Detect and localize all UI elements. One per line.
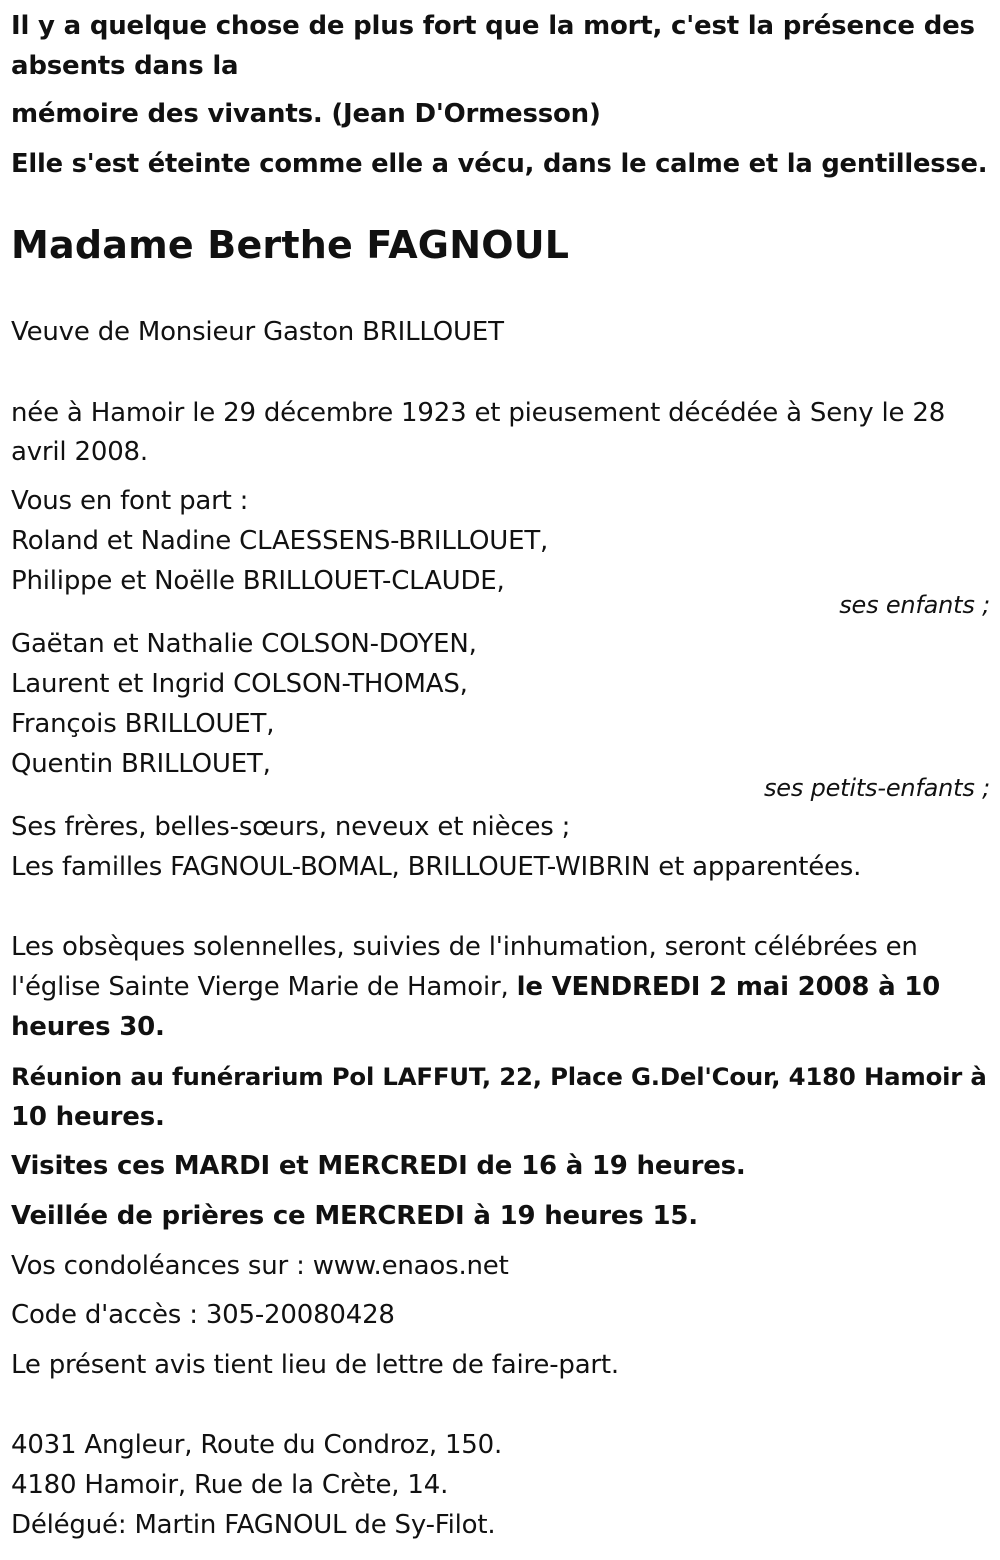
grandchild-entry: Gaëtan et Nathalie COLSON-DOYEN, [11, 629, 477, 659]
access-code-line: Code d'accès : 305-20080428 [11, 1300, 395, 1330]
condolences-line: Vos condoléances sur : www.enaos.net [11, 1251, 509, 1281]
grandchild-entry: Laurent et Ingrid COLSON-THOMAS, [11, 669, 468, 699]
grandchildren-label: ses petits-enfants ; [763, 774, 990, 802]
grandchild-entry: Quentin BRILLOUET, [11, 749, 271, 779]
children-label: ses enfants ; [839, 591, 990, 619]
grandchild-entry: François BRILLOUET, [11, 709, 275, 739]
ceremony-line-3: heures 30. [11, 1012, 165, 1042]
spouse-line: Veuve de Monsieur Gaston BRILLOUET [11, 317, 504, 347]
families-line: Les familles FAGNOUL-BOMAL, BRILLOUET-WIBRIN et apparentées. [11, 852, 862, 882]
ceremony-church: l'église Sainte Vierge Marie de Hamoir, [11, 972, 517, 1002]
siblings-line: Ses frères, belles-sœurs, neveux et nièces ; [11, 812, 571, 842]
address-line: 4180 Hamoir, Rue de la Crète, 14. [11, 1470, 449, 1500]
child-entry: Roland et Nadine CLAESSENS-BRILLOUET, [11, 526, 549, 556]
meeting-line-2: 10 heures. [11, 1102, 165, 1132]
visits-line: Visites ces MARDI et MERCREDI de 16 à 19 heures. [11, 1151, 746, 1181]
delegate-line: Délégué: Martin FAGNOUL de Sy-Filot. [11, 1510, 496, 1540]
quote-line-1: Il y a quelque chose de plus fort que la mort, c'est la présence des [11, 11, 975, 41]
meeting-line-1: Réunion au funérarium Pol LAFFUT, 22, Place G.Del'Cour, 4180 Hamoir à [11, 1062, 987, 1091]
birth-death-line-2: avril 2008. [11, 437, 148, 467]
quote-line-4: Elle s'est éteinte comme elle a vécu, dans le calme et la gentillesse. [11, 149, 988, 179]
ceremony-line-2 [11, 967, 993, 1007]
quote-line-3: mémoire des vivants. (Jean D'Ormesson) [11, 99, 601, 129]
child-entry: Philippe et Noëlle BRILLOUET-CLAUDE, [11, 566, 505, 596]
notice-line: Le présent avis tient lieu de lettre de faire-part. [11, 1350, 619, 1380]
family-intro: Vous en font part : [11, 486, 249, 516]
vigil-line: Veillée de prières ce MERCREDI à 19 heures 15. [11, 1201, 698, 1231]
quote-line-2: absents dans la [11, 51, 239, 81]
ceremony-date: le VENDREDI 2 mai 2008 à 10 [516, 972, 941, 1002]
deceased-name: Madame Berthe FAGNOUL [11, 223, 570, 267]
birth-death-line-1: née à Hamoir le 29 décembre 1923 et pieusement décédée à Seny le 28 [11, 398, 946, 428]
address-line: 4031 Angleur, Route du Condroz, 150. [11, 1430, 503, 1460]
ceremony-line-1: Les obsèques solennelles, suivies de l'inhumation, seront célébrées en [11, 932, 918, 962]
